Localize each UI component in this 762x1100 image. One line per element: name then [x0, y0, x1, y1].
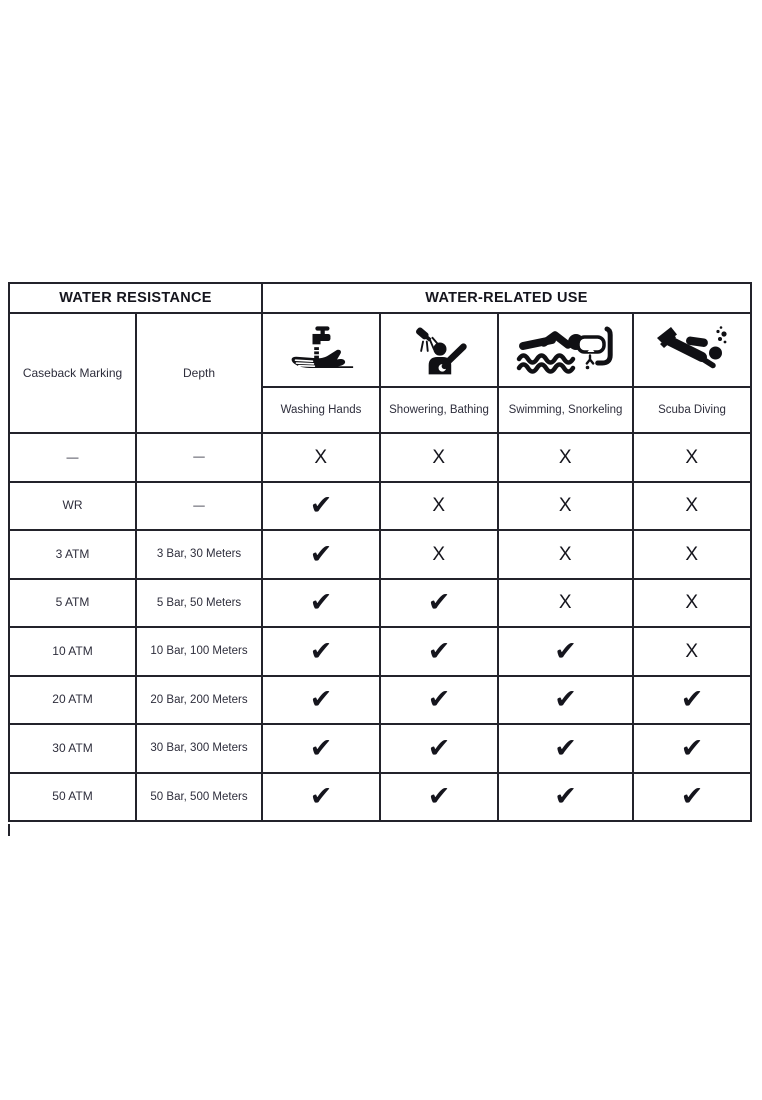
caseback-marking-cell: 20 ATM	[10, 677, 135, 724]
depth-cell: 3 Bar, 30 Meters	[137, 531, 261, 578]
mark-cell: X	[499, 531, 632, 578]
depth-cell: 20 Bar, 200 Meters	[137, 677, 261, 724]
caseback-marking-cell: 30 ATM	[10, 725, 135, 772]
caseback-marking-column-header: Caseback Marking	[10, 314, 135, 432]
mark-cell: ✔	[381, 677, 497, 724]
mark-cell: X	[381, 483, 497, 530]
mark-cell: X	[634, 483, 750, 530]
depth-cell: 5 Bar, 50 Meters	[137, 580, 261, 627]
caseback-marking-cell: 50 ATM	[10, 774, 135, 821]
mark-cell: X	[499, 580, 632, 627]
use-icon-cell	[381, 314, 497, 386]
mark-cell: X	[634, 531, 750, 578]
depth-cell: —	[137, 434, 261, 481]
mark-cell: ✔	[634, 677, 750, 724]
showering-icon	[408, 325, 470, 375]
mark-cell: X	[634, 628, 750, 675]
caseback-marking-cell: —	[10, 434, 135, 481]
mark-cell: X	[381, 531, 497, 578]
use-icon-cell	[634, 314, 750, 386]
mark-cell: X	[499, 434, 632, 481]
depth-cell: 10 Bar, 100 Meters	[137, 628, 261, 675]
cropped-row-left-border	[8, 824, 10, 836]
mark-cell: ✔	[499, 628, 632, 675]
caseback-marking-cell: 5 ATM	[10, 580, 135, 627]
depth-column-header: Depth	[137, 314, 261, 432]
mark-cell: ✔	[499, 725, 632, 772]
mark-cell: ✔	[634, 725, 750, 772]
mark-cell: X	[263, 434, 379, 481]
caseback-marking-cell: 3 ATM	[10, 531, 135, 578]
use-label-swimming-snorkeling: Swimming, Snorkeling	[499, 388, 632, 432]
mark-cell: ✔	[263, 677, 379, 724]
mark-cell: X	[499, 483, 632, 530]
water-resistance-table	[8, 282, 752, 822]
use-label-washing-hands: Washing Hands	[263, 388, 379, 432]
washing-hands-icon	[287, 325, 355, 375]
mark-cell: X	[634, 434, 750, 481]
caseback-marking-cell: WR	[10, 483, 135, 530]
mark-cell: X	[381, 434, 497, 481]
mark-cell: ✔	[263, 483, 379, 530]
mark-cell: X	[634, 580, 750, 627]
mark-cell: ✔	[381, 628, 497, 675]
mark-cell: ✔	[263, 628, 379, 675]
mark-cell: ✔	[263, 774, 379, 821]
use-label-scuba-diving: Scuba Diving	[634, 388, 750, 432]
use-label-showering-bathing: Showering, Bathing	[381, 388, 497, 432]
mark-cell: ✔	[263, 725, 379, 772]
depth-cell: 50 Bar, 500 Meters	[137, 774, 261, 821]
use-icon-cell	[499, 314, 632, 386]
mark-cell: ✔	[263, 531, 379, 578]
mark-cell: ✔	[381, 725, 497, 772]
mark-cell: ✔	[381, 774, 497, 821]
mark-cell: ✔	[634, 774, 750, 821]
water-resistance-group-header: WATER RESISTANCE	[10, 284, 261, 312]
depth-cell: —	[137, 483, 261, 530]
scuba-diving-icon	[647, 325, 737, 375]
mark-cell: ✔	[381, 580, 497, 627]
mark-cell: ✔	[499, 677, 632, 724]
mark-cell: ✔	[499, 774, 632, 821]
depth-cell: 30 Bar, 300 Meters	[137, 725, 261, 772]
mark-cell: ✔	[263, 580, 379, 627]
use-icon-cell	[263, 314, 379, 386]
water-related-use-group-header: WATER-RELATED USE	[263, 284, 750, 312]
caseback-marking-cell: 10 ATM	[10, 628, 135, 675]
swimming-snorkeling-icon	[512, 325, 620, 375]
